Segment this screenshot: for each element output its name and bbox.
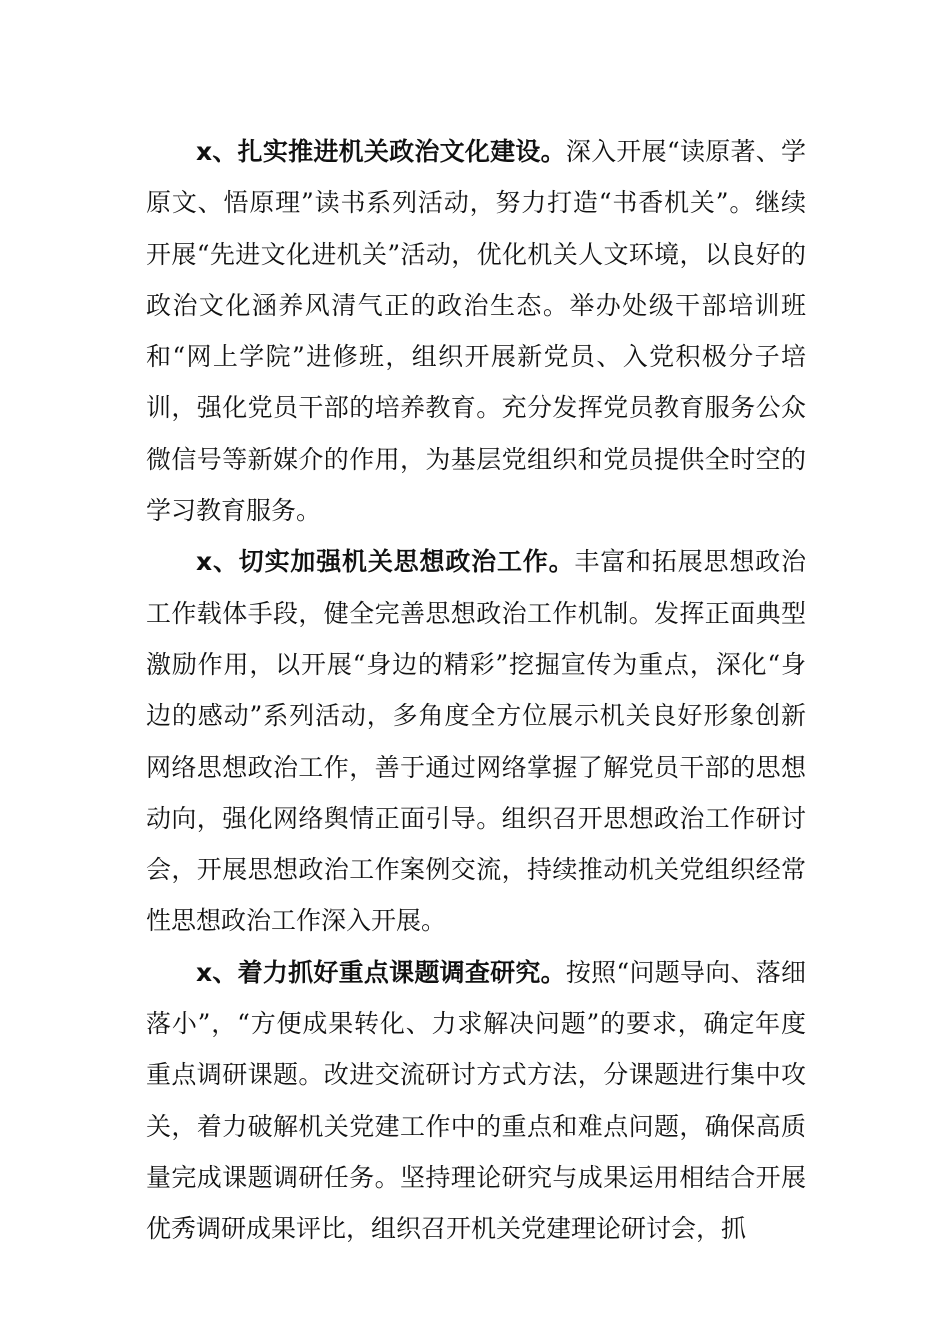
paragraph-text: 按照“问题导向、落细落小”，“方便成果转化、力求解决问题”的要求，确定年度重点调研课题。改进交流研讨方式方法，分课题进行集中攻关，着力破解机关党建工作中的重点和难点问题，确保高质量完成课题调研任务。坚持理论研究与成果运用相结合开展优秀调研成果评比，组织召开机关党建理论研讨会，抓 xyxy=(146,957,806,1244)
paragraph-heading: x、切实加强机关思想政治工作。 xyxy=(196,547,575,577)
paragraph-text: 深入开展“读原著、学原文、悟原理”读书系列活动，努力打造“书香机关”。继续开展“先进文化进机关”活动，优化机关人文环境，以良好的政治文化涵养风清气正的政治生态。举办处级干部培训班和“网上学院”进修班，组织开展新党员、入党积极分子培训，强化党员干部的培养教育。充分发挥党员教育服务公众微信号等新媒介的作用，为基层党组织和党员提供全时空的学习教育服务。 xyxy=(146,137,806,526)
paragraph-research-topics xyxy=(146,947,806,1255)
paragraph-ideological-work xyxy=(146,536,806,946)
paragraph-text: 丰富和拓展思想政治工作载体手段，健全完善思想政治工作机制。发挥正面典型激励作用，以开展“身边的精彩”挖掘宣传为重点，深化“身边的感动”系列活动，多角度全方位展示机关良好形象创新网络思想政治工作，善于通过网络掌握了解党员干部的思想动向，强化网络舆情正面引导。组织召开思想政治工作研讨会，开展思想政治工作案例交流，持续推动机关党组织经常性思想政治工作深入开展。 xyxy=(146,547,806,936)
paragraph-heading: x、着力抓好重点课题调查研究。 xyxy=(196,957,566,987)
document-body xyxy=(146,126,806,1255)
paragraph-heading: x、扎实推进机关政治文化建设。 xyxy=(196,137,566,166)
paragraph-political-culture xyxy=(146,126,806,536)
